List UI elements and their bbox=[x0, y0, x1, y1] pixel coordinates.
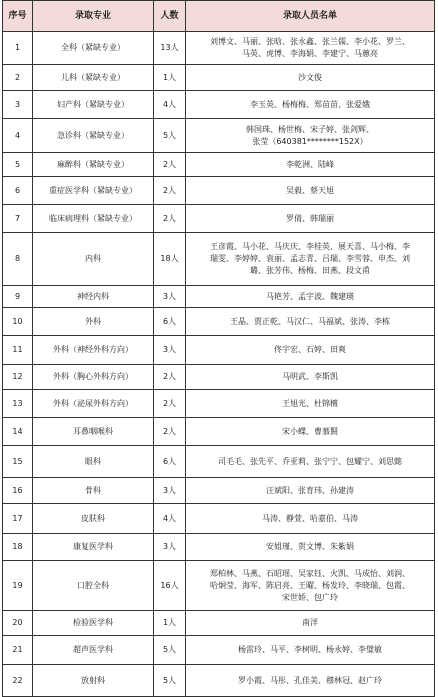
row-count: 2人 bbox=[154, 418, 186, 446]
table-row bbox=[3, 233, 435, 286]
names-line: 南洋 bbox=[302, 618, 318, 627]
row-index: 10 bbox=[3, 308, 33, 336]
row-count: 2人 bbox=[154, 390, 186, 418]
row-major: 耳鼻咽喉科 bbox=[33, 418, 154, 446]
row-count: 2人 bbox=[154, 177, 186, 205]
row-major: 外科（神经外科方向） bbox=[33, 336, 154, 365]
table-row bbox=[3, 91, 435, 119]
row-major: 口腔全科 bbox=[33, 561, 154, 611]
row-count: 4人 bbox=[154, 91, 186, 119]
table-row bbox=[3, 561, 435, 611]
row-major: 眼科 bbox=[33, 446, 154, 478]
names-line: 罗小霞、马彤、孔佳美、穆林冠、赵广玲 bbox=[238, 675, 382, 685]
row-index: 11 bbox=[3, 336, 33, 365]
names-line: 沙文俊 bbox=[298, 72, 322, 82]
row-index: 1 bbox=[3, 32, 33, 65]
row-index: 3 bbox=[3, 91, 33, 119]
names-line: 马艳芳、孟宇波、魏建瑛 bbox=[266, 291, 354, 301]
table-row bbox=[3, 336, 435, 365]
row-count: 2人 bbox=[154, 365, 186, 390]
row-index: 12 bbox=[3, 365, 33, 390]
row-major: 全科（紧缺专业） bbox=[33, 32, 154, 65]
table-row bbox=[3, 119, 435, 153]
row-index: 4 bbox=[3, 119, 33, 153]
row-index: 17 bbox=[3, 504, 33, 534]
names-line: 璐、张芳伟、杨梅、田燕、段文甫 bbox=[250, 266, 370, 275]
header-major: 录取专业 bbox=[33, 1, 154, 32]
table-row bbox=[3, 636, 435, 665]
header-names: 录取人员名单 bbox=[186, 1, 435, 32]
admission-table bbox=[2, 0, 435, 697]
row-names bbox=[186, 91, 435, 119]
names-line: 李乾洲、陆峰 bbox=[286, 159, 334, 169]
row-major: 重症医学科（紧缺专业） bbox=[33, 177, 154, 205]
names-line: 王晶、贾正乾、马汉仁、马福斌、张涛、李栋 bbox=[230, 316, 390, 326]
row-count: 3人 bbox=[154, 336, 186, 365]
names-line: 李玉英、杨梅梅、郑苗苗、张爱娥 bbox=[250, 99, 370, 109]
row-count: 3人 bbox=[154, 286, 186, 308]
table-header-row bbox=[3, 1, 435, 32]
row-index: 13 bbox=[3, 390, 33, 418]
row-count: 5人 bbox=[154, 636, 186, 665]
row-major: 康复医学科 bbox=[33, 534, 154, 561]
row-index: 21 bbox=[3, 636, 33, 665]
names-line: 王彦霞、马小花、马庆庆、李桂英、展天喜、马小梅、李 bbox=[210, 242, 410, 251]
row-count: 1人 bbox=[154, 611, 186, 636]
row-count: 4人 bbox=[154, 504, 186, 534]
row-major: 儿科（紧缺专业） bbox=[33, 65, 154, 91]
row-index: 15 bbox=[3, 446, 33, 478]
table-row bbox=[3, 153, 435, 177]
row-count: 3人 bbox=[154, 534, 186, 561]
row-names bbox=[186, 65, 435, 91]
row-index: 8 bbox=[3, 233, 33, 286]
names-line: 宋世娇、包广玲 bbox=[282, 592, 338, 602]
row-major: 妇产科（紧缺专业） bbox=[33, 91, 154, 119]
names-line: 汪斌阳、张育玮、孙建涛 bbox=[266, 485, 354, 495]
row-index: 18 bbox=[3, 534, 33, 561]
names-line: 马明武、李斯凯 bbox=[282, 372, 338, 381]
table-row bbox=[3, 65, 435, 91]
table-row bbox=[3, 177, 435, 205]
names-line: 安姐瑾、贺文博、朱紫娟 bbox=[266, 542, 354, 551]
row-index: 22 bbox=[3, 665, 33, 697]
row-index: 19 bbox=[3, 561, 33, 611]
names-line: 杨雷玲、马平、李树明、杨永婷、李璧敏 bbox=[238, 645, 382, 654]
row-names bbox=[186, 636, 435, 665]
names-line: 司毛毛、张先平、乔亚莉、张宁宁、包耀宁、刘思懿 bbox=[218, 456, 402, 466]
table-row bbox=[3, 32, 435, 65]
names-line: 马涛、静萱、哈嘉伯、马涛 bbox=[262, 513, 358, 523]
names-line: 郑柏林、马燕、石昭瑶、吴家钰、火凯、马成怡、刘润、 bbox=[210, 568, 410, 578]
names-line: 刘博文、马丽、张晗、张永鑫、张兰儒、李小花、罗兰、 bbox=[210, 37, 410, 46]
row-major: 麻醉科（紧缺专业） bbox=[33, 153, 154, 177]
row-names bbox=[186, 665, 435, 697]
row-names bbox=[186, 308, 435, 336]
row-major: 外科（胸心外科方向） bbox=[33, 365, 154, 390]
row-count: 18人 bbox=[154, 233, 186, 286]
row-count: 16人 bbox=[154, 561, 186, 611]
row-index: 14 bbox=[3, 418, 33, 446]
table-row bbox=[3, 611, 435, 636]
row-names bbox=[186, 561, 435, 611]
table-row bbox=[3, 665, 435, 697]
header-index: 序号 bbox=[3, 1, 33, 32]
row-count: 3人 bbox=[154, 478, 186, 504]
row-names bbox=[186, 336, 435, 365]
row-names bbox=[186, 365, 435, 390]
names-line: 马英、虎博、李海娟、李建宁、马蕙亮 bbox=[242, 49, 378, 58]
row-index: 5 bbox=[3, 153, 33, 177]
table-row bbox=[3, 286, 435, 308]
row-count: 6人 bbox=[154, 446, 186, 478]
names-line: 韩国珠、杨世梅、宋子婷、张剑辉、 bbox=[246, 124, 374, 134]
row-names bbox=[186, 390, 435, 418]
table-row bbox=[3, 205, 435, 233]
row-major: 检验医学科 bbox=[33, 611, 154, 636]
row-names bbox=[186, 119, 435, 153]
row-names bbox=[186, 233, 435, 286]
names-line: 瑞雯、李婷婷、袁丽、孟志青、吕瑞、李雪蓉、申杰、刘 bbox=[210, 254, 410, 263]
row-index: 2 bbox=[3, 65, 33, 91]
row-names bbox=[186, 446, 435, 478]
row-major: 外科（泌尿外科方向） bbox=[33, 390, 154, 418]
row-count: 13人 bbox=[154, 32, 186, 65]
row-names bbox=[186, 286, 435, 308]
row-major: 皮肤科 bbox=[33, 504, 154, 534]
names-line: 哈炯莹、海军、陈启亮、王曜、杨发玲、李晓瑞、包霞、 bbox=[210, 580, 410, 590]
table-row bbox=[3, 390, 435, 418]
row-count: 6人 bbox=[154, 308, 186, 336]
names-line: 佟宇宏、石婷、田爽 bbox=[274, 345, 346, 354]
header-count: 人数 bbox=[154, 1, 186, 32]
names-line: 吴毅、蔡天旭 bbox=[286, 185, 334, 195]
row-names bbox=[186, 504, 435, 534]
row-names bbox=[186, 478, 435, 504]
row-count: 2人 bbox=[154, 205, 186, 233]
names-line: 张莹（640381********152X） bbox=[252, 136, 368, 146]
table-row bbox=[3, 446, 435, 478]
row-names bbox=[186, 177, 435, 205]
row-major: 神经内科 bbox=[33, 286, 154, 308]
row-count: 1人 bbox=[154, 65, 186, 91]
row-count: 5人 bbox=[154, 665, 186, 697]
table-row bbox=[3, 534, 435, 561]
row-index: 7 bbox=[3, 205, 33, 233]
row-names bbox=[186, 153, 435, 177]
row-major: 临床病理科（紧缺专业） bbox=[33, 205, 154, 233]
row-names bbox=[186, 418, 435, 446]
names-line: 罗倩、韩瑞丽 bbox=[286, 213, 334, 223]
row-count: 2人 bbox=[154, 153, 186, 177]
table-row bbox=[3, 418, 435, 446]
row-count: 5人 bbox=[154, 119, 186, 153]
row-major: 放射科 bbox=[33, 665, 154, 697]
row-major: 急诊科（紧缺专业） bbox=[33, 119, 154, 153]
table-row bbox=[3, 504, 435, 534]
names-line: 宋小蝶、曹慕賢 bbox=[282, 426, 338, 436]
row-names bbox=[186, 32, 435, 65]
row-names bbox=[186, 534, 435, 561]
row-names bbox=[186, 611, 435, 636]
row-major: 骨科 bbox=[33, 478, 154, 504]
table-body bbox=[3, 32, 435, 697]
row-index: 6 bbox=[3, 177, 33, 205]
row-major: 外科 bbox=[33, 308, 154, 336]
row-index: 9 bbox=[3, 286, 33, 308]
row-major: 内科 bbox=[33, 233, 154, 286]
table-row bbox=[3, 365, 435, 390]
row-index: 16 bbox=[3, 478, 33, 504]
table-row bbox=[3, 308, 435, 336]
row-major: 超声医学科 bbox=[33, 636, 154, 665]
row-names bbox=[186, 205, 435, 233]
names-line: 王旭光、杜锦檀 bbox=[282, 398, 338, 408]
table-row bbox=[3, 478, 435, 504]
row-index: 20 bbox=[3, 611, 33, 636]
